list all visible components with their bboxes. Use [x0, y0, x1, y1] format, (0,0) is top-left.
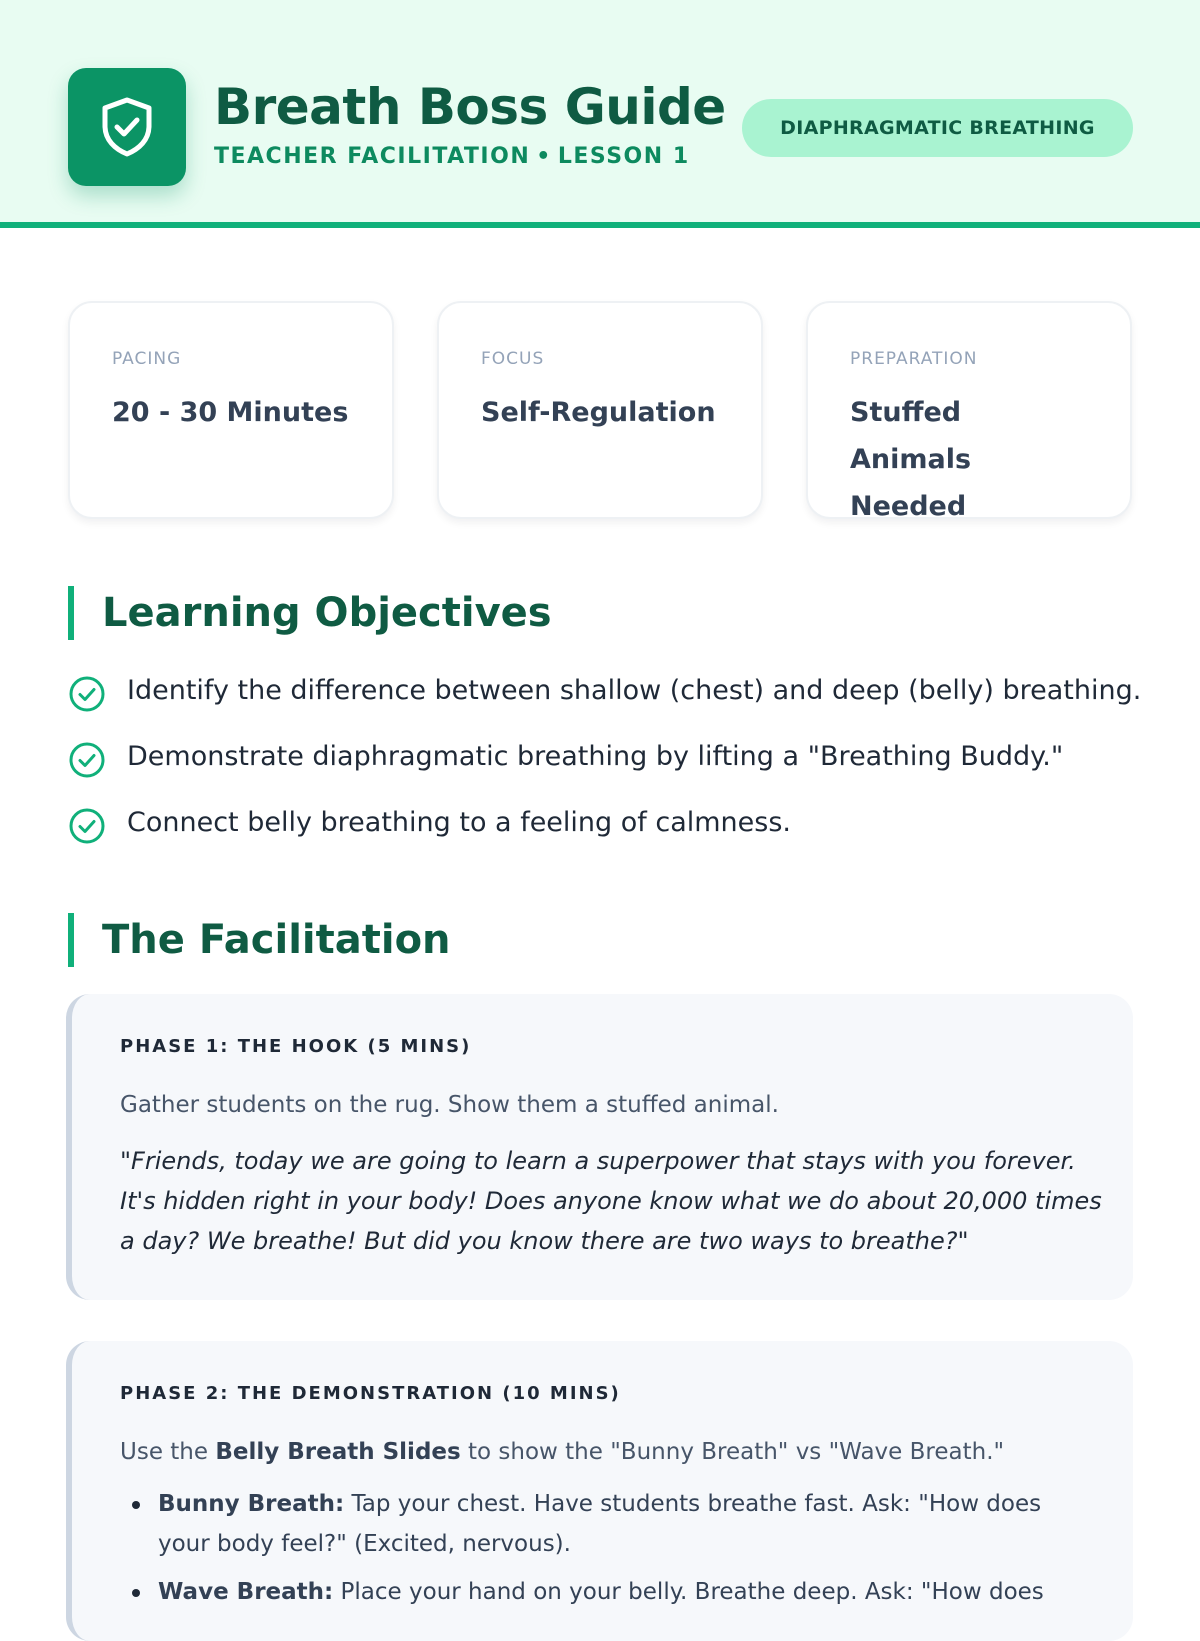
card-value: 20 - 30 Minutes	[112, 397, 349, 428]
card-value: Stuffed Animals Needed	[850, 397, 972, 522]
phase-instructions: Gather students on the rug. Show them a stuffed animal.	[120, 1092, 779, 1118]
page-title: Breath Boss Guide	[214, 78, 726, 136]
info-card-pacing	[68, 301, 394, 519]
objective-text: Demonstrate diaphragmatic breathing by lifting a "Breathing Buddy."	[127, 741, 1064, 772]
list-item	[68, 737, 1178, 777]
info-card-focus	[437, 301, 763, 519]
bullet-term: Bunny Breath:	[158, 1491, 345, 1517]
phase-instructions	[120, 1439, 1004, 1465]
teacher-script-quote: "Friends, today we are going to learn a superpower that stays with you forever. It's hidden right in your body! Does anyone know what we do about 20,000 times a day? We breathe! But did you know there are two ways to breathe?"	[120, 1147, 1102, 1255]
list-item	[120, 1572, 1070, 1612]
check-circle-icon	[68, 741, 106, 779]
list-item	[68, 671, 1178, 711]
topic-badge: DIAPHRAGMATIC BREATHING	[742, 99, 1133, 157]
page-header	[0, 0, 1200, 228]
logo	[68, 68, 186, 186]
card-label: PREPARATION	[850, 349, 978, 369]
page-subtitle	[214, 144, 690, 169]
subtitle-lesson: LESSON 1	[557, 144, 690, 169]
card-label: PACING	[112, 349, 182, 369]
objective-text: Connect belly breathing to a feeling of calmness.	[127, 807, 791, 838]
phase-instructions-pre: Use the	[120, 1439, 216, 1465]
shield-check-icon	[99, 96, 155, 158]
section-heading-objectives: Learning Objectives	[68, 586, 552, 640]
subtitle-separator: •	[536, 144, 552, 169]
subtitle-role: TEACHER FACILITATION	[214, 144, 531, 169]
section-heading-facilitation: The Facilitation	[68, 913, 451, 967]
phase-card-2	[66, 1341, 1133, 1641]
objective-text: Identify the difference between shallow (chest) and deep (belly) breathing.	[127, 675, 1142, 706]
bullet-term: Wave Breath:	[158, 1579, 334, 1605]
list-item	[68, 803, 1178, 843]
check-circle-icon	[68, 807, 106, 845]
phase-instructions-post: to show the "Bunny Breath" vs "Wave Breath."	[460, 1439, 1005, 1465]
bullet-text: Tap your chest. Have students breathe fast. Ask: "How does your body feel?" (Excited, nervous).	[158, 1491, 1042, 1557]
card-label: FOCUS	[481, 349, 545, 369]
info-card-preparation	[806, 301, 1132, 522]
phase-title: PHASE 2: THE DEMONSTRATION (10 MINS)	[120, 1383, 621, 1404]
slides-reference: Belly Breath Slides	[215, 1439, 461, 1465]
list-item	[120, 1484, 1070, 1564]
bullet-text: Place your hand on your belly. Breathe deep. Ask: "How does	[333, 1579, 1044, 1605]
phase-card-1	[66, 994, 1133, 1300]
phase-title: PHASE 1: THE HOOK (5 MINS)	[120, 1036, 472, 1057]
card-value: Self-Regulation	[481, 397, 716, 428]
check-circle-icon	[68, 675, 106, 713]
